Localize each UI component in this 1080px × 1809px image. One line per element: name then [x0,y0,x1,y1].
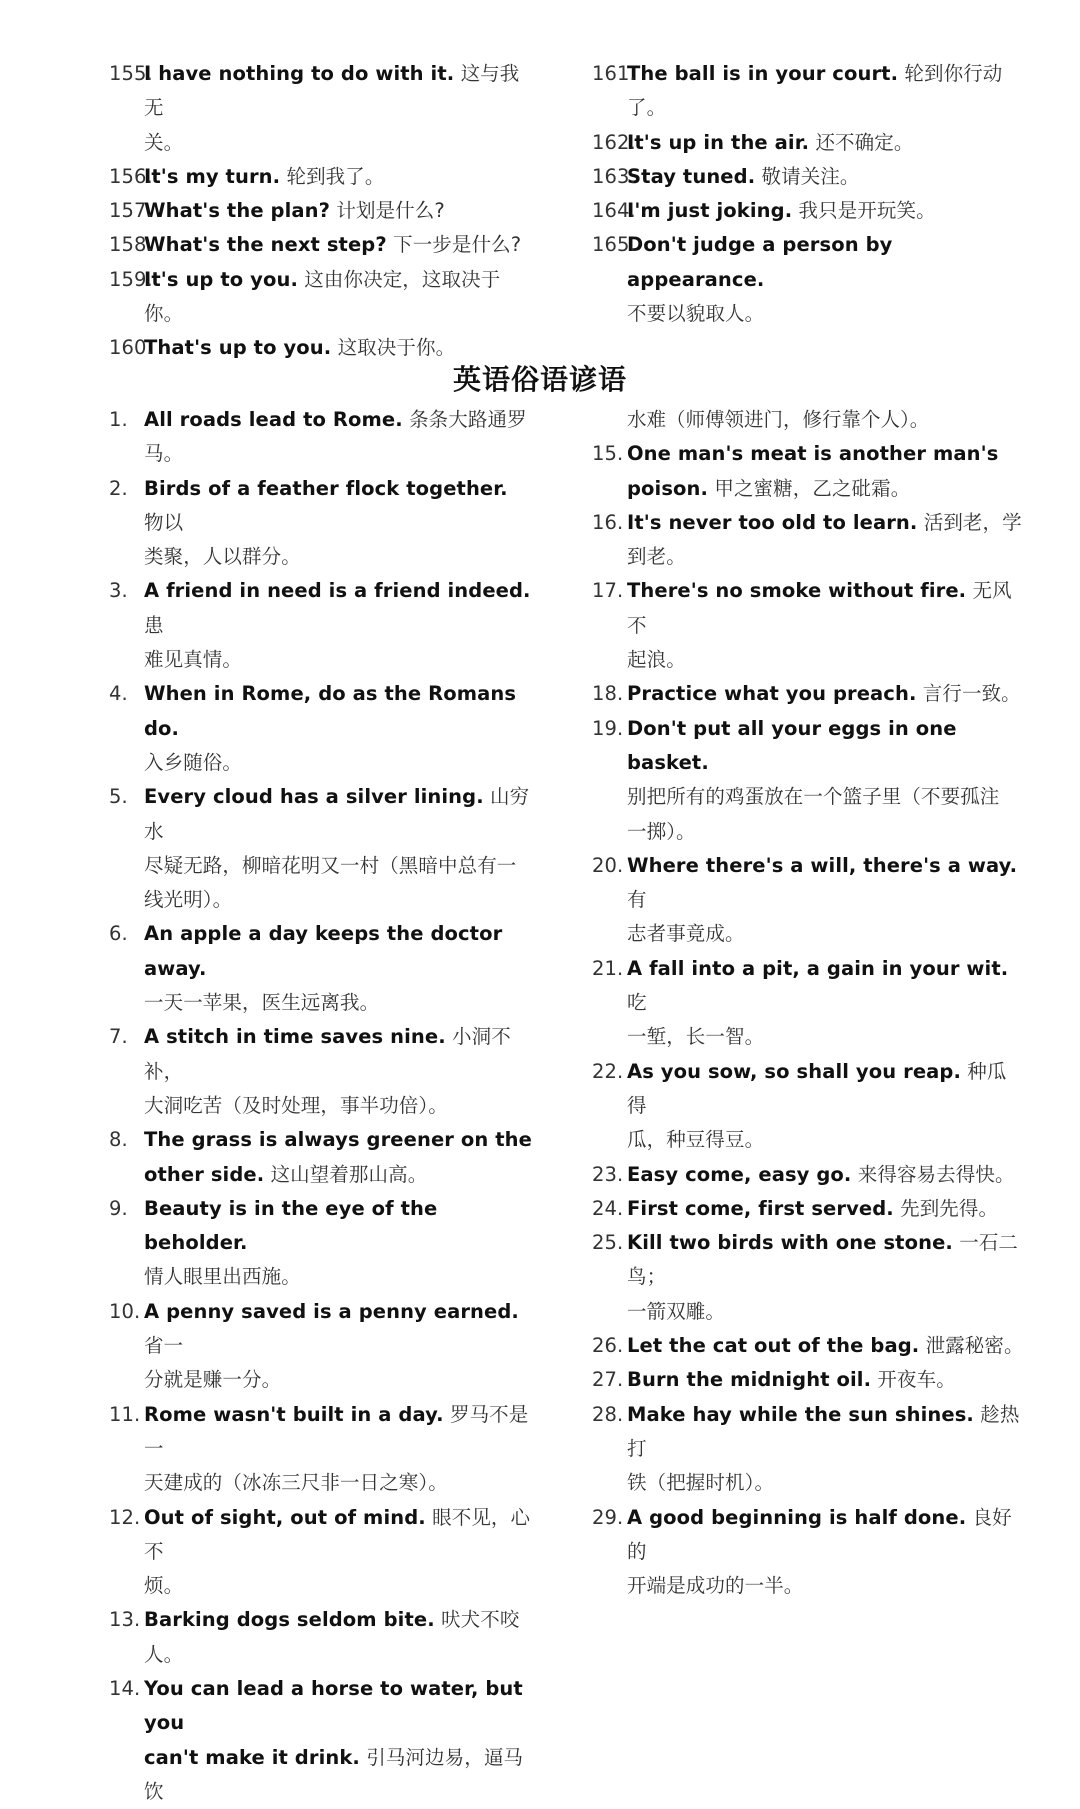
entry-number: 7. [109,1025,128,1049]
chinese-translation: 无风不 [627,579,1012,637]
english-phrase: Practice what you preach. [627,682,917,706]
chinese-translation: 还不确定。 [815,130,914,154]
chinese-translation: 良好的 [627,1505,1012,1563]
continuation-line [144,540,532,574]
continuation-line [627,780,1025,814]
english-phrase: A fall into a pit, a gain in your wit. [627,956,1009,980]
entry-number: 20. [592,853,624,877]
english-phrase: Make hay while the sun shines. [627,1402,974,1426]
entry-number: 9. [109,1196,128,1220]
chinese-translation: 吠犬不咬人。 [144,1608,520,1666]
chinese-translation: 这与我无 [144,62,520,120]
chinese-translation: 开夜车。 [877,1368,956,1392]
chinese-translation: 小洞不补， [144,1025,511,1083]
list-item [109,677,532,780]
entry-number: 157. [109,199,153,223]
entry-number: 12. [109,1505,141,1529]
chinese-translation-cont: 引马河边易，逼马饮 [144,1745,524,1803]
list-item [109,1672,532,1809]
english-phrase: One man's meat is another man's [627,442,999,466]
chinese-translation-cont: 难见真情。 [144,648,243,672]
continuation-line [627,1569,1025,1603]
entry-number: 159. [109,267,153,291]
chinese-translation: 趁热打 [627,1402,1020,1460]
entry-number: 16. [592,510,624,534]
english-phrase: All roads lead to Rome. [144,408,403,431]
chinese-translation-cont: 分就是赚一分。 [144,1368,282,1392]
list-item [592,1501,1025,1604]
entry-number: 5. [109,785,128,809]
list-item [592,712,1025,849]
entry-number: 3. [109,579,128,603]
chinese-translation-cont: 类聚，人以群分。 [144,545,301,569]
chinese-translation-cont: 一箭双雕。 [627,1299,726,1323]
chinese-translation: 言行一致。 [922,682,1021,706]
entry-number: 24. [592,1196,624,1220]
english-phrase-cont: poison. [627,476,709,500]
english-phrase: Out of sight, out of mind. [144,1505,426,1529]
chinese-translation-cont: 入乡随俗。 [144,750,243,774]
list-item [109,57,532,160]
entry-number: 10. [109,1299,141,1323]
continuation-line [144,1741,532,1809]
chinese-translation-cont: 线光明）。 [144,888,233,912]
continuation-line [627,815,1025,849]
list-item [109,1398,532,1501]
chinese-translation: 物以 [144,510,184,534]
english-phrase: Barking dogs seldom bite. [144,1608,435,1632]
english-phrase: Every cloud has a silver lining. [144,785,484,809]
english-phrase: You can lead a horse to water, but you [144,1676,523,1735]
continuation-line [144,849,532,883]
chinese-translation-cont: 一堑，长一智。 [627,1025,765,1049]
chinese-translation: 这取决于你。 [337,336,456,360]
english-phrase: When in Rome, do as the Romans do. [144,682,517,740]
english-phrase: Burn the midnight oil. [627,1368,872,1392]
list-item [592,506,1025,575]
list-item [592,194,1025,228]
list-item [592,126,1025,160]
english-phrase: What's the plan? [144,199,331,223]
continuation-line [627,297,1025,331]
list-item [109,1295,532,1398]
english-phrase: It's never too old to learn. [627,510,918,534]
english-phrase: A stitch in time saves nine. [144,1025,446,1049]
chinese-translation-cont: 甲之蜜糖，乙之砒霜。 [714,476,911,500]
chinese-translation: 计划是什么? [336,199,445,223]
list-item [109,1501,532,1604]
chinese-translation-cont: 天建成的（冰冻三尺非一日之寒）。 [144,1471,448,1495]
list-item [592,574,1025,677]
chinese-translation: 罗马不是一 [144,1402,529,1460]
continuation-line [144,1260,532,1294]
english-phrase: Kill two birds with one stone. [627,1231,953,1255]
english-phrase: Let the cat out of the bag. [627,1334,920,1358]
list-item [109,1192,532,1295]
english-phrase: The grass is always greener on the [144,1128,532,1152]
entry-number: 26. [592,1334,624,1358]
list-item [592,677,1025,711]
english-phrase: A friend in need is a friend indeed. [144,579,531,603]
chinese-translation: 下一步是什么? [393,233,522,257]
chinese-translation: 泄露秘密。 [925,1334,1024,1358]
list-item [592,1055,1025,1158]
continuation-line [144,643,532,677]
entry-number: 11. [109,1402,141,1426]
english-phrase: It's up to you. [144,267,298,291]
english-phrase: First come, first served. [627,1196,894,1220]
bottom-right-column [592,403,1025,1603]
entry-number: 14. [109,1676,141,1700]
list-item [109,1123,532,1192]
chinese-translation: 种瓜得 [627,1059,1007,1117]
chinese-translation-cont: 铁（把握时机）。 [627,1471,775,1495]
list-item [592,952,1025,1055]
entry-number: 15. [592,442,624,466]
list-item [109,472,532,575]
continuation-line [627,643,1025,677]
list-item [109,228,532,262]
english-phrase: There's no smoke without fire. [627,579,967,603]
list-item [592,160,1025,194]
chinese-translation: 条条大路通罗马。 [144,408,527,466]
entry-number: 6. [109,922,128,946]
english-phrase: Stay tuned. [627,164,756,188]
continuation-line [144,986,532,1020]
entry-number: 21. [592,956,624,980]
entry-number: 23. [592,1162,624,1186]
continuation-line [144,883,532,917]
english-phrase: That's up to you. [144,336,332,360]
chinese-translation: 敬请关注。 [761,164,860,188]
chinese-translation-cont: 这山望着那山高。 [270,1162,428,1186]
entry-number: 13. [109,1608,141,1632]
english-phrase: An apple a day keeps the doctor away. [144,922,503,980]
english-phrase: I'm just joking. [627,199,793,223]
list-item [592,849,1025,952]
chinese-translation: 轮到你行动了。 [627,62,1003,120]
list-item [592,1398,1025,1501]
english-phrase: It's up in the air. [627,130,810,154]
english-phrase: A good beginning is half done. [627,1505,967,1529]
continuation-line [144,1089,532,1123]
chinese-translation: 我只是开玩笑。 [798,199,936,223]
entry-number: 22. [592,1059,624,1083]
continuation-line [627,1123,1025,1157]
entry-number: 19. [592,716,624,740]
entry-number: 18. [592,682,624,706]
list-item [109,780,532,917]
chinese-translation: 山穷水 [144,785,530,843]
list-item [109,194,532,228]
list-item [592,228,1025,331]
list-item [592,1226,1025,1329]
continuation-line [144,746,532,780]
chinese-translation-cont: 情人眼里出西施。 [144,1265,301,1289]
section-title: 英语俗语谚语 [452,363,627,396]
entry-number: 161. [592,62,636,85]
list-item [109,263,532,332]
entry-number: 158. [109,233,153,257]
chinese-translation: 省一 [144,1334,184,1358]
entry-number: 25. [592,1231,624,1255]
continuation-line [627,1295,1025,1329]
english-phrase: Where there's a will, there's a way. [627,853,1018,877]
english-phrase: Beauty is in the eye of the beholder. [144,1196,438,1255]
chinese-translation-cont: 瓜，种豆得豆。 [627,1128,765,1152]
list-item [109,160,532,194]
list-item [109,574,532,677]
entry-number: 163. [592,164,636,188]
entry-number: 160. [109,336,153,360]
english-phrase: Birds of a feather flock together. [144,476,508,500]
entry-number: 8. [109,1128,128,1152]
chinese-translation-cont: 到老。 [627,545,686,569]
continuation-line [627,917,1025,951]
entry-number: 1. [109,408,128,431]
continuation-line [144,126,532,160]
chinese-translation-cont: 开端是成功的一半。 [627,1574,804,1598]
continuation-line [144,1363,532,1397]
english-phrase: As you sow, so shall you reap. [627,1059,961,1083]
entry-number: 165. [592,233,636,257]
english-phrase: A penny saved is a penny earned. [144,1299,519,1323]
english-phrase: The ball is in your court. [627,62,899,85]
continuation-line [627,1466,1025,1500]
chinese-translation: 有 [627,888,647,912]
bottom-left-column [109,403,532,1809]
english-phrase: It's my turn. [144,164,281,188]
chinese-translation-cont: 起浪。 [627,648,686,672]
list-item [592,57,1025,126]
chinese-translation-cont: 不要以貌取人。 [627,302,765,326]
list-item [109,917,532,1020]
entry-number: 27. [592,1368,624,1392]
chinese-translation-cont: 烦。 [144,1574,184,1598]
list-item [592,1363,1025,1397]
english-phrase: Don't judge a person by appearance. [627,233,893,291]
english-phrase: Rome wasn't built in a day. [144,1402,444,1426]
continuation-line [144,1466,532,1500]
entry-number: 155. [109,62,153,85]
chinese-translation: 来得容易去得快。 [857,1162,1015,1186]
english-phrase: Don't put all your eggs in one basket. [627,716,957,774]
chinese-translation-cont: 关。 [144,130,184,154]
entry-number: 2. [109,476,128,500]
continuation-line [144,1158,532,1192]
list-item [109,1603,532,1672]
english-phrase: Easy come, easy go. [627,1162,852,1186]
list-item [109,1020,532,1123]
continuation-line [627,1020,1025,1054]
entry-number: 164. [592,199,636,223]
list-item [592,1329,1025,1363]
chinese-translation: 这由你决定，这取决于你。 [144,267,501,326]
continuation-line [144,1569,532,1603]
continuation-line [627,472,1025,506]
chinese-translation-cont: 志者事竟成。 [627,922,745,946]
continuation-line [627,540,1025,574]
entry-number: 17. [592,579,624,603]
chinese-translation: 先到先得。 [900,1196,999,1220]
entry-number: 4. [109,682,128,706]
entry-number: 162. [592,130,636,154]
english-phrase-cont: can't make it drink. [144,1745,360,1769]
list-item [592,1158,1025,1192]
list-item [592,437,1025,506]
chinese-translation: 吃 [627,991,647,1015]
chinese-translation: 一石二鸟； [627,1231,1019,1289]
top-right-column [592,57,1025,331]
top-left-column [109,57,532,366]
continued-translation: 水难（师傅领进门，修行靠个人）。 [627,408,930,431]
list-item [592,1192,1025,1226]
chinese-translation: 轮到我了。 [286,164,385,188]
chinese-translation-cont: 一掷）。 [627,819,696,843]
chinese-translation-cont: 大洞吃苦（及时处理，事半功倍）。 [144,1093,448,1117]
english-phrase-cont: other side. [144,1162,265,1186]
list-item [109,403,532,472]
entry-number: 28. [592,1402,624,1426]
entry-number: 156. [109,164,153,188]
entry-number: 29. [592,1505,624,1529]
chinese-translation: 患 [144,613,164,637]
chinese-translation: 眼不见，心不 [144,1505,531,1563]
chinese-translation: 活到老，学 [923,510,1022,534]
english-phrase: I have nothing to do with it. [144,62,455,85]
chinese-translation-cont: 一天一苹果，医生远离我。 [144,991,380,1015]
english-phrase: What's the next step? [144,233,387,257]
chinese-translation-cont: 别把所有的鸡蛋放在一个篮子里（不要孤注 [627,785,1000,809]
chinese-translation-cont: 尽疑无路，柳暗花明又一村（黑暗中总有一 [144,853,517,877]
